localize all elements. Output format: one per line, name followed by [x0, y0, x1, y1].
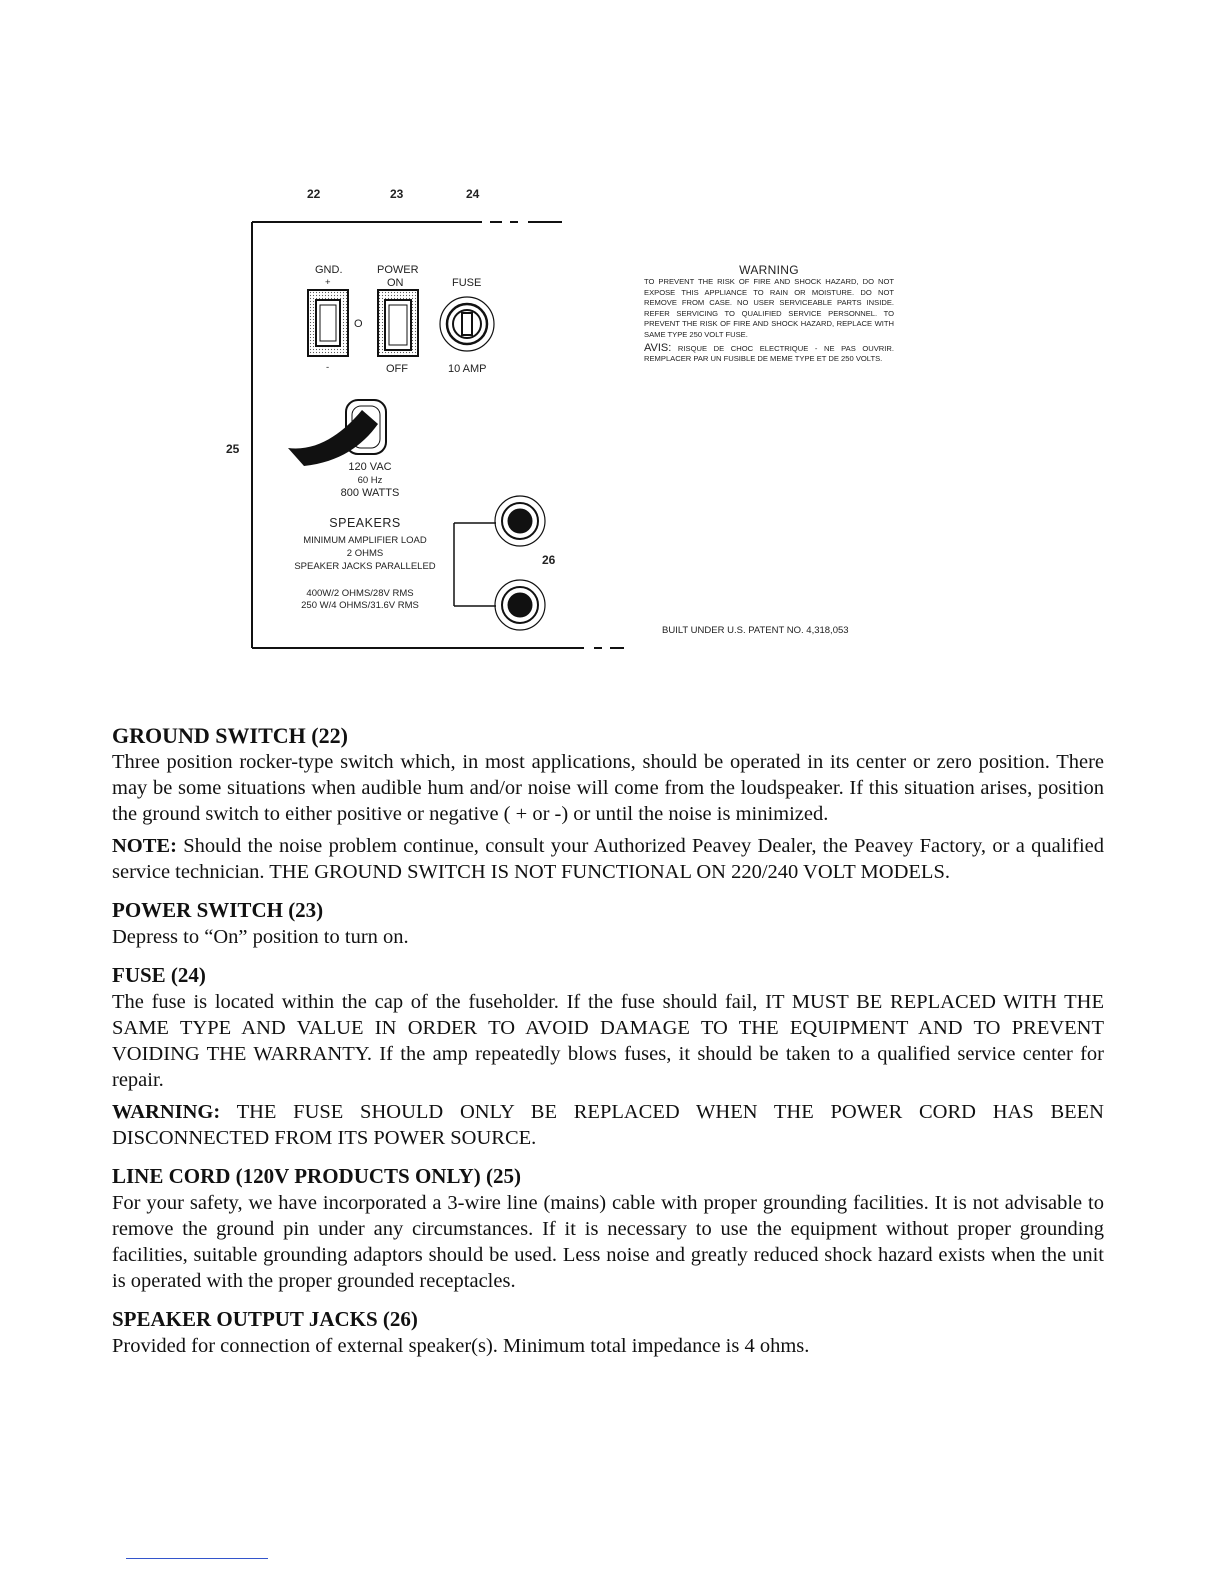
warning-label-block: [644, 263, 894, 365]
speaker-jack-bottom-icon: [495, 580, 545, 630]
power-switch-paragraph: Depress to “On” position to turn on.: [112, 926, 409, 948]
rear-panel-diagram: [0, 0, 1224, 700]
line-cord-paragraph: For your safety, we have incorporated a 3-wire line (mains) cable with proper grounding facilities. It is not advisable to remove the ground pin under any circumstances. If it is necessary to use the equipment without proper grounding facilities, suitable grounding adaptors should be used. Less noise and greatly reduced shock hazard exists when the unit is operated with the proper grounded receptacles.: [112, 1192, 1104, 1292]
callout-23: 23: [390, 187, 404, 201]
speaker-jacks-paragraph: Provided for connection of external speaker(s). Minimum total impedance is 4 ohms.: [112, 1335, 810, 1357]
speaker-jack-top-icon: [495, 496, 545, 546]
power-cord-icon: [288, 400, 386, 466]
patent-notice: BUILT UNDER U.S. PATENT NO. 4,318,053: [662, 625, 849, 636]
gnd-plus-label: +: [325, 277, 331, 288]
gnd-label: GND.: [315, 264, 343, 276]
fuse-label: FUSE: [452, 277, 482, 289]
avis-label: AVIS:: [644, 341, 672, 354]
note-text: Should the noise problem continue, consult your Authorized Peavey Dealer, the Peavey Factory, or a qualified service technician. THE GROUND SWITCH IS NOT FUNCTIONAL ON 220/240 VOLT MODELS.: [112, 835, 1104, 883]
section-power-switch: [112, 897, 1104, 950]
fuse-warning-text: THE FUSE SHOULD ONLY BE REPLACED WHEN THE POWER CORD HAS BEEN DISCONNECTED FROM ITS POWER SOURCE.: [112, 1101, 1104, 1149]
speakers-paralleled-label: SPEAKER JACKS PARALLELED: [294, 561, 436, 572]
speakers-min-load-label: MINIMUM AMPLIFIER LOAD: [303, 535, 427, 546]
fuse-heading: FUSE (24): [112, 963, 206, 987]
fuse-warning: [112, 1099, 1104, 1151]
power-off-label: OFF: [386, 363, 408, 375]
section-line-cord: [112, 1163, 1104, 1294]
ground-switch-icon: [308, 290, 348, 356]
panel-break-dashes: [490, 222, 624, 648]
power-on-label: ON: [387, 277, 404, 289]
warning-body: TO PREVENT THE RISK OF FIRE AND SHOCK HAZARD, DO NOT EXPOSE THIS APPLIANCE TO RAIN OR MOISTURE. DO NOT REMOVE FROM CASE. NO USER SERVICEABLE PARTS INSIDE. REFER SERVICING TO QUALIFIED SERVICE PERSONNEL. TO PREVENT THE RISK OF FIRE AND SHOCK HAZARD, REPLACE WITH SAME TYPE 250 VOLT FUSE.: [644, 277, 894, 339]
callout-26: 26: [542, 553, 556, 567]
fuse-rating-label: 10 AMP: [448, 363, 487, 375]
section-speaker-jacks: [112, 1306, 1104, 1359]
cord-voltage-label: 120 VAC: [348, 461, 392, 473]
avis-body: RISQUE DE CHOC ELECTRIQUE - NE PAS OUVRIR. REMPLACER PAR UN FUSIBLE DE MEME TYPE ET DE 250 VOLTS.: [644, 343, 894, 364]
fuse-paragraph: The fuse is located within the cap of the fuseholder. If the fuse should fail, IT MUST BE REPLACED WITH THE SAME TYPE AND VALUE IN ORDER TO AVOID DAMAGE TO THE EQUIPMENT AND TO PREVENT VOIDING THE WARRANTY. If the amp repeatedly blows fuses, it should be taken to a qualified service center for repair.: [112, 991, 1104, 1091]
ground-switch-note: [112, 833, 1104, 885]
callout-24: 24: [466, 187, 480, 201]
avis-text: [644, 343, 894, 365]
section-fuse: [112, 962, 1104, 1151]
ground-switch-heading: GROUND SWITCH (22): [112, 723, 348, 748]
power-switch-heading: POWER SWITCH (23): [112, 898, 324, 922]
callout-25: 25: [226, 442, 240, 456]
warning-title: WARNING: [739, 263, 799, 277]
note-label: NOTE:: [112, 835, 177, 857]
section-ground-switch: [112, 722, 1104, 885]
line-cord-heading: LINE CORD (120V PRODUCTS ONLY) (25): [112, 1164, 521, 1188]
rear-panel-drawing: [0, 0, 1224, 700]
speakers-rating-4ohm: 250 W/4 OHMS/31.6V RMS: [301, 600, 419, 611]
speaker-jacks-heading: SPEAKER OUTPUT JACKS (26): [112, 1307, 418, 1331]
cord-frequency-label: 60 Hz: [357, 475, 383, 486]
gnd-minus-label: -: [326, 362, 330, 373]
cord-wattage-label: 800 WATTS: [340, 487, 400, 499]
fuse-warning-label: WARNING:: [112, 1101, 221, 1123]
speakers-title: SPEAKERS: [329, 516, 401, 530]
manual-text: [112, 722, 1104, 1371]
callout-22: 22: [307, 187, 321, 201]
footer-rule: [126, 1558, 268, 1559]
gnd-zero-label: O: [354, 318, 363, 330]
parallel-bracket: [454, 523, 496, 606]
fuse-holder-icon: [440, 297, 494, 351]
speakers-ohms-label: 2 OHMS: [346, 548, 384, 559]
power-label: POWER: [377, 264, 419, 276]
ground-switch-paragraph: Three position rocker-type switch which, in most applications, should be operated in its center or zero position. There may be some situations when audible hum and/or noise will come from the loudspeaker. If this situation arises, position the ground switch to either positive or negative ( + or -) or until the noise is minimized.: [112, 751, 1104, 825]
power-switch-icon: [378, 290, 418, 356]
speakers-rating-2ohm: 400W/2 OHMS/28V RMS: [306, 588, 414, 599]
